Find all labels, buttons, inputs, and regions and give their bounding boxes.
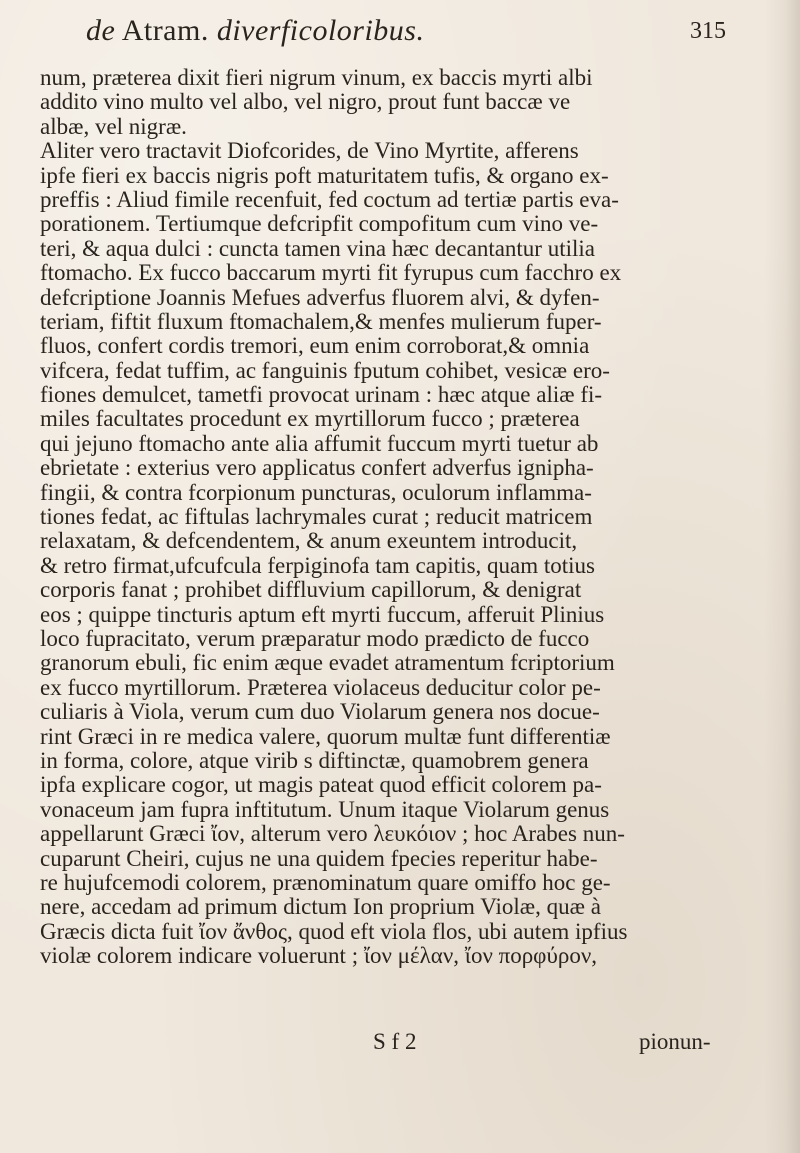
running-title-atram: Atram. xyxy=(121,14,209,47)
text-line: miles facultates procedunt ex myrtillorum fucco ; præterea xyxy=(40,407,580,432)
text-line: num, præterea dixit fieri nigrum vinum, ex baccis myrti albi xyxy=(40,66,593,90)
text-line: Aliter vero tractavit Diofcorides, de Vino Myrtite, afferens xyxy=(40,139,579,164)
page-number: 315 xyxy=(690,18,726,44)
running-header xyxy=(86,14,726,60)
running-title xyxy=(86,14,424,48)
text-line: relaxatam, & defcendentem, & anum exeuntem introducit, xyxy=(40,529,578,554)
text-line: ebrietate : exterius vero applicatus confert adverfus ignipha- xyxy=(40,456,594,481)
text-line: in forma, colore, atque virib s diftinctæ, quamobrem genera xyxy=(40,748,589,773)
text-line: vonaceum jam fupra inftitutum. Unum itaque Violarum genus xyxy=(40,797,610,822)
text-line: re hujufcemodi colorem, prænominatum quare omiffo hoc ge- xyxy=(40,870,611,895)
signature-mark: S f 2 xyxy=(373,1029,417,1054)
catchword: pionun- xyxy=(639,1029,711,1054)
text-line: tiones fedat, ac fiftulas lachrymales curat ; reducit matricem xyxy=(40,505,593,530)
page-gutter-shadow xyxy=(764,0,800,1153)
text-line: corporis fanat ; prohibet diffluvium capillorum, & denigrat xyxy=(40,578,582,603)
text-line: rint Græci in re medica valere, quorum multæ funt differentiæ xyxy=(40,724,611,749)
page-footer xyxy=(0,1029,800,1059)
text-line: violæ colorem indicare voluerunt ; ἴον μέλαν, ἴον πορφύρον, xyxy=(40,944,597,969)
text-line: eos ; quippe tincturis aptum eft myrti fuccum, afferuit Plinius xyxy=(40,602,605,627)
text-line: preffis : Aliud fimile recenfuit, fed coctum ad tertiæ partis eva- xyxy=(40,187,619,212)
text-line: ipfa explicare cogor, ut magis pateat quod efficit colorem pa- xyxy=(40,773,602,798)
text-line: fluos, confert cordis tremori, eum enim corroborat,& omnia xyxy=(40,334,590,359)
text-line: Græcis dicta fuit ἴον ἄνθος, quod eft viola flos, ubi autem ipfius xyxy=(40,919,628,944)
text-line: fiones demulcet, tametfi provocat urinam : hæc atque aliæ fi- xyxy=(40,383,603,408)
body-text xyxy=(40,66,760,968)
text-line: porationem. Tertiumque defcripfit compofitum cum vino ve- xyxy=(40,212,599,237)
text-line: teriam, fiftit fluxum ftomachalem,& menfes mulierum fuper- xyxy=(40,309,602,334)
text-line: & retro firmat,ufcufcula ferpiginofa tam capitis, quam totius xyxy=(40,553,596,578)
text-line: culiaris à Viola, verum cum duo Violarum genera nos docue- xyxy=(40,700,600,725)
text-line: granorum ebuli, fic enim æque evadet atramentum fcriptorium xyxy=(40,651,615,676)
text-line: addito vino multo vel albo, vel nigro, prout funt baccæ ve xyxy=(40,90,571,115)
text-line: ftomacho. Ex fucco baccarum myrti fit fyrupus cum facchro ex xyxy=(40,261,622,286)
text-line: qui jejuno ftomacho ante alia affumit fuccum myrti tuetur ab xyxy=(40,431,599,456)
text-line: fingii, & contra fcorpionum puncturas, oculorum inflamma- xyxy=(40,480,592,505)
text-line: ipfe fieri ex baccis nigris poft maturitatem tufis, & organo ex- xyxy=(40,163,609,188)
text-line: nere, accedam ad primum dictum Ion proprium Violæ, quæ à xyxy=(40,895,601,920)
text-line: appellarunt Græci ἴον, alterum vero λευκόιον ; hoc Arabes nun- xyxy=(40,822,625,847)
text-line: cuparunt Cheiri, cujus ne una quidem fpecies reperitur habe- xyxy=(40,846,598,871)
text-line: loco fupracitato, verum præparatur modo prædicto de fucco xyxy=(40,626,590,651)
text-line: albæ, vel nigræ. xyxy=(40,114,187,139)
text-line: defcriptione Joannis Mefues adverfus fluorem alvi, & dyfen- xyxy=(40,285,600,310)
text-line: vifcera, fedat tuffim, ac fanguinis fputum cohibet, vesicæ ero- xyxy=(40,358,610,383)
text-line: teri, & aqua dulci : cuncta tamen vina hæc decantantur utilia xyxy=(40,236,595,261)
running-title-diversicoloribus: diverficoloribus. xyxy=(216,14,425,47)
running-title-de: de xyxy=(86,14,116,47)
text-line: ex fucco myrtillorum. Præterea violaceus deducitur color pe- xyxy=(40,675,601,700)
